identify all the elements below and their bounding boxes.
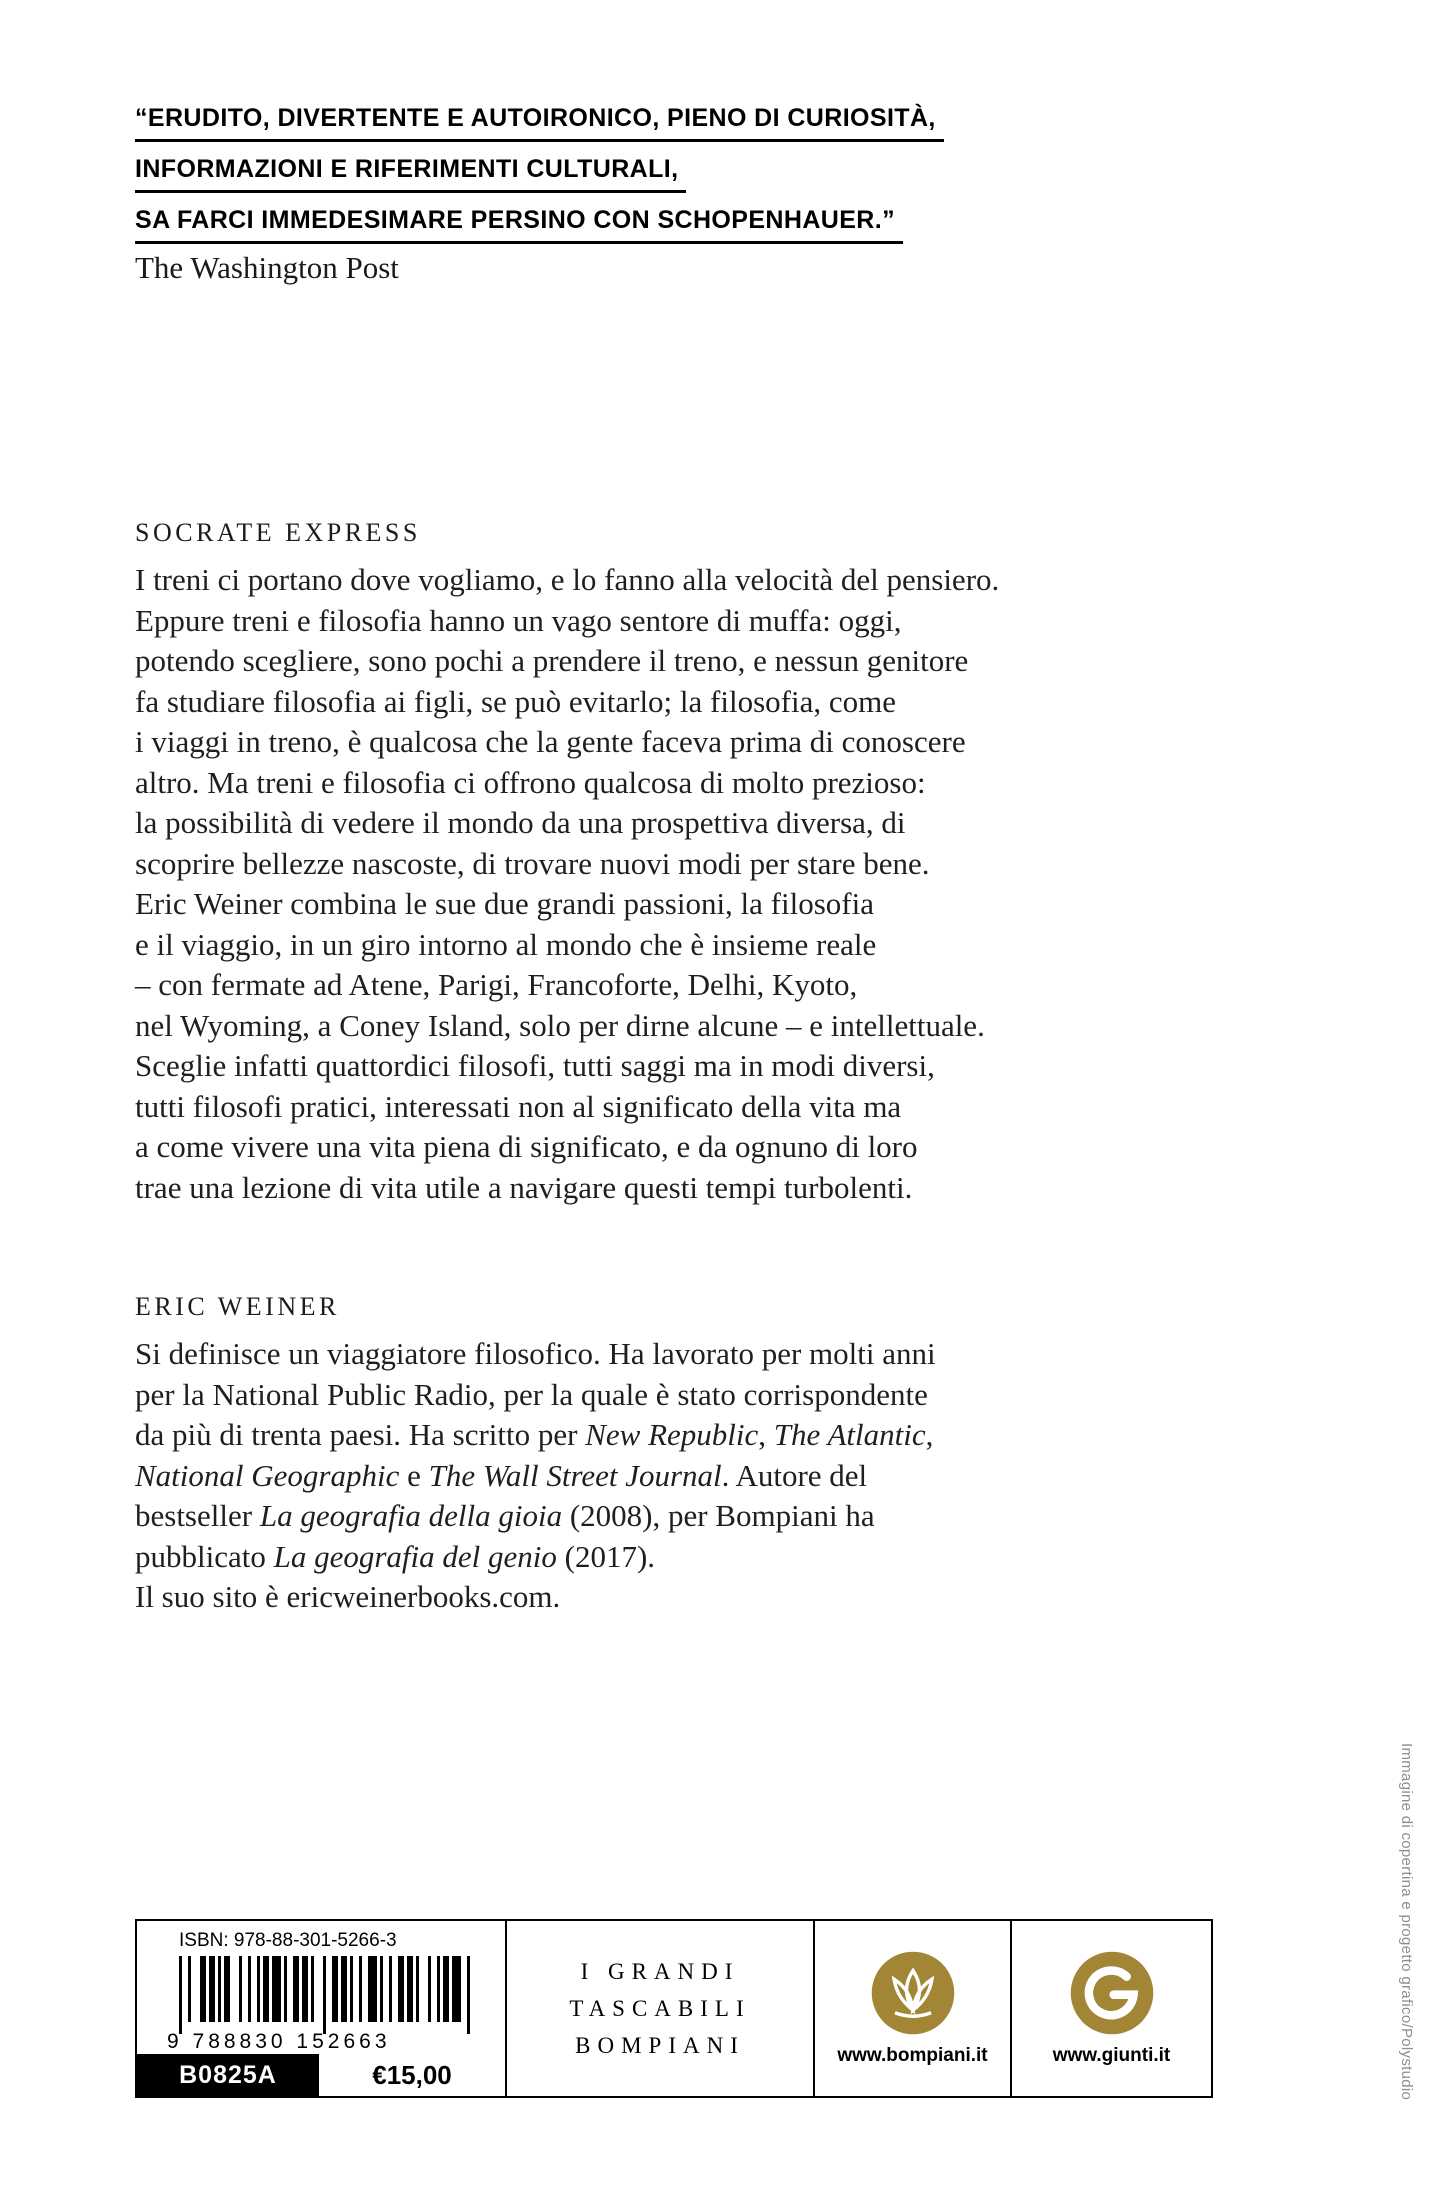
bompiani-url: www.bompiani.it	[837, 2045, 988, 2066]
press-quote-text: “ERUDITO, DIVERTENTE E AUTOIRONICO, PIENO DI CURIOSITÀ, INFORMAZIONI E RIFERIMENTI CULTURALI, SA FARCI IMMEDESIMARE PERSINO CON SCHOPENHAUER.”	[135, 104, 1135, 244]
press-quote-attribution: The Washington Post	[135, 250, 399, 285]
barcode-digits: 9 788830 152663	[167, 2030, 391, 2053]
bompiani-panel	[813, 1919, 1012, 2098]
synopsis-text: I treni ci portano dove vogliamo, e lo fanno alla velocità del pensiero. Eppure treni e filosofia hanno un vago sentore di muffa: oggi, potendo scegliere, sono pochi a prendere il treno, e nessun genitore fa studiare filosofia ai figli, se può evitarlo; la filosofia, come i viaggi in treno, è qualcosa che la gente faceva prima di conoscere altro. Ma treni e filosofia ci offrono qualcosa di molto prezioso: la possibilità di vedere il mondo da una prospettiva diversa, di scoprire bellezze nascoste, di trovare nuovi modi per stare bene. Eric Weiner combina le sue due grandi passioni, la filosofia e il viaggio, in un giro intorno al mondo che è insieme reale – con fermate ad Atene, Parigi, Francoforte, Delhi, Kyoto, nel Wyoming, a Coney Island, solo per dirne alcune – e intellettuale. Sceglie infatti quattordici filosofi, tutti saggi ma in modi diversi, tutti filosofi pratici, interessati non al significato della vita ma a come vivere una vita piena di significato, e da ognuno di loro trae una lezione di vita utile a navigare questi tempi turbolenti.	[135, 562, 1000, 1205]
cover-credit: Immagine di copertina e progetto grafico/Polystudio	[1398, 1742, 1415, 2100]
book-title-heading: SOCRATE EXPRESS	[135, 518, 421, 547]
author-name-heading: ERIC WEINER	[135, 1292, 340, 1321]
barcode-icon	[179, 1956, 505, 2022]
barcode-panel	[135, 1919, 507, 2098]
bompiani-flower-icon	[870, 1950, 956, 2036]
giunti-panel	[1010, 1919, 1213, 2098]
author-bio-section	[135, 1292, 936, 1618]
price-row	[137, 2054, 505, 2096]
author-bio-text: Si definisce un viaggiatore filosofico. Ha lavorato per molti anni per la National Public Radio, per la quale è stato corrispondente da più di trenta paesi. Ha scritto per New Republic, The Atlantic, National Geographic e The Wall Street Journal. Autore del bestseller La geografia della gioia (2008), per Bompiani ha pubblicato La geografia del genio (2017). Il suo sito è ericweinerbooks.com.	[135, 1336, 936, 1614]
giunti-logo-icon	[1069, 1950, 1155, 2036]
isbn-label: ISBN: 978-88-301-5266-3	[179, 1930, 397, 1951]
press-quote	[135, 104, 1135, 257]
giunti-url: www.giunti.it	[1052, 2045, 1171, 2066]
product-code-badge: B0825A	[137, 2054, 319, 2096]
collection-panel	[505, 1919, 815, 2098]
footer-panels	[135, 1919, 1213, 2098]
synopsis-section	[135, 518, 999, 1208]
collection-name: I GRANDI TASCABILI BOMPIANI	[569, 1959, 751, 2058]
price-label: €15,00	[372, 2059, 452, 2090]
